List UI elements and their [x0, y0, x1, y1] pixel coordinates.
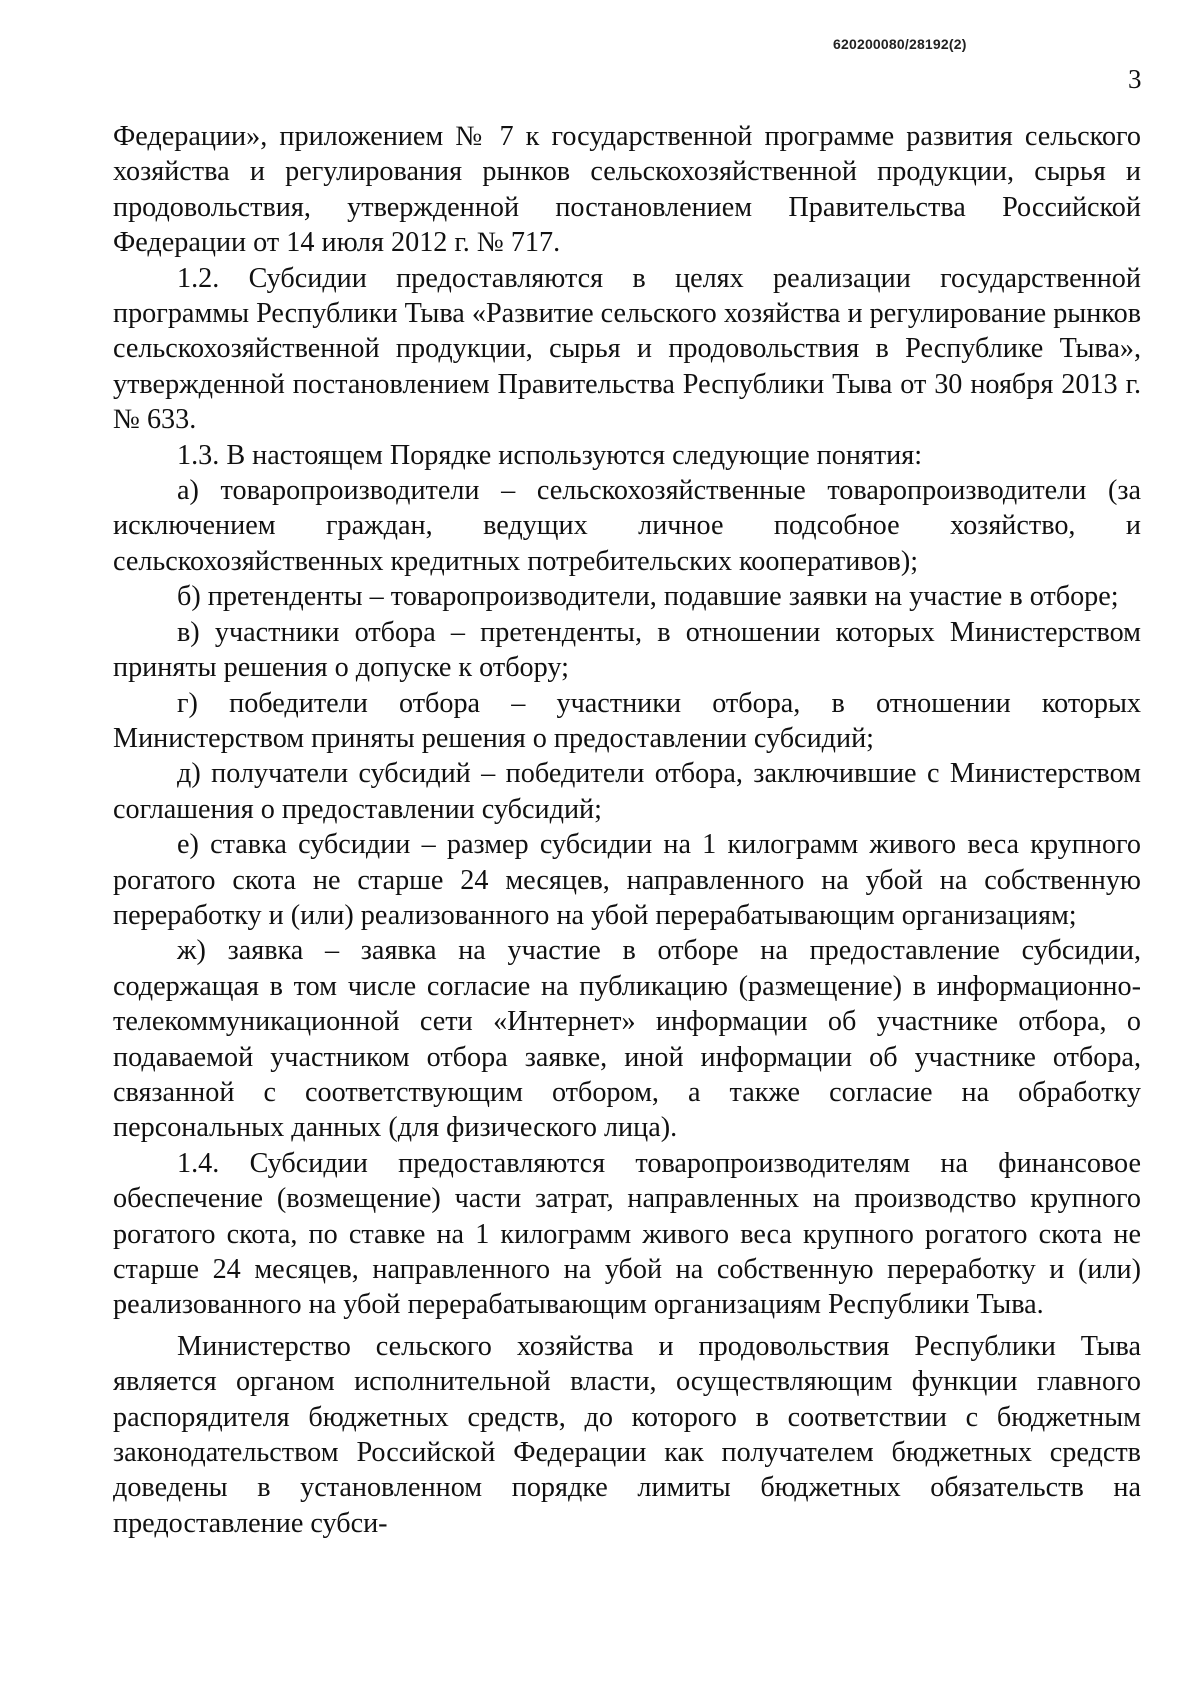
- paragraph-1-4: 1.4. Субсидии предоставляются товаропроизводителям на финансовое обеспечение (возмещение) части затрат, направленных на производство крупного рогатого скота, по ставке на 1 килограмм живого веса крупного рогатого скота не старше 24 месяцев, направленного на убой на собственную переработку и (или) реализованного на убой перерабатывающим организациям Республики Тыва.: [113, 1147, 1141, 1321]
- definition-g: г) победители отбора – участники отбора, в отношении которых Министерством приняты решения о предоставлении субсидий;: [113, 687, 1141, 754]
- definition-v: в) участники отбора – претенденты, в отношении которых Министерством приняты решения о допуске к отбору;: [113, 616, 1141, 684]
- definition-b: б) претенденты – товаропроизводители, подавшие заявки на участие в отборе;: [177, 581, 1119, 613]
- paragraph-ministry: Министерство сельского хозяйства и продовольствия Республики Тыва является органом исполнительной власти, осуществляющим функции главного распорядителя бюджетных средств, до которого в соответствии с бюджетным законодательством Российской Федерации как получателем бюджетных средств доведены в установленном порядке лимиты бюджетных обязательств на предоставление субси-: [113, 1330, 1141, 1539]
- definition-e: е) ставка субсидии – размер субсидии на 1 килограмм живого веса крупного рогатого скота не старше 24 месяцев, направленного на убой на собственную переработку и (или) реализованного на убой перерабатывающим организациям;: [113, 829, 1141, 931]
- paragraph-1-2: 1.2. Субсидии предоставляются в целях реализации государственной программы Республики Тыва «Развитие сельского хозяйства и регулирование рынков сельскохозяйственной продукции, сырья и продовольствия в Республике Тыва», утвержденной постановлением Правительства Республики Тыва от 30 ноября 2013 г. № 633.: [113, 262, 1141, 436]
- definition-a: а) товаропроизводители – сельскохозяйственные товаропроизводители (за исключением граждан, ведущих личное подсобное хозяйство, и сельскохозяйственных кредитных потребительских кооперативов);: [113, 475, 1141, 577]
- document-body: [113, 119, 1141, 1541]
- definition-d: д) получатели субсидий – победители отбора, заключившие с Министерством соглашения о предоставлении субсидий;: [113, 758, 1141, 825]
- paragraph-intro-continuation: Федерации», приложением № 7 к государственной программе развития сельского хозяйства и регулирования рынков сельскохозяйственной продукции, сырья и продовольствия, утвержденной постановлением Правительства Российской Федерации от 14 июля 2012 г. № 717.: [113, 121, 1141, 259]
- definition-zh: ж) заявка – заявка на участие в отборе на предоставление субсидии, содержащая в том числе согласие на публикацию (размещение) в информационно-телекоммуникационной сети «Интернет» информации об участнике отбора, о подаваемой участником отбора заявке, иной информации об участнике отбора, связанной с соответствующим отбором, а также согласие на обработку персональных данных (для физического лица).: [113, 935, 1141, 1144]
- page-number: 3: [1128, 64, 1142, 94]
- paragraph-1-3: 1.3. В настоящем Порядке используются следующие понятия:: [177, 439, 923, 471]
- document-code: 620200080/28192(2): [833, 36, 967, 52]
